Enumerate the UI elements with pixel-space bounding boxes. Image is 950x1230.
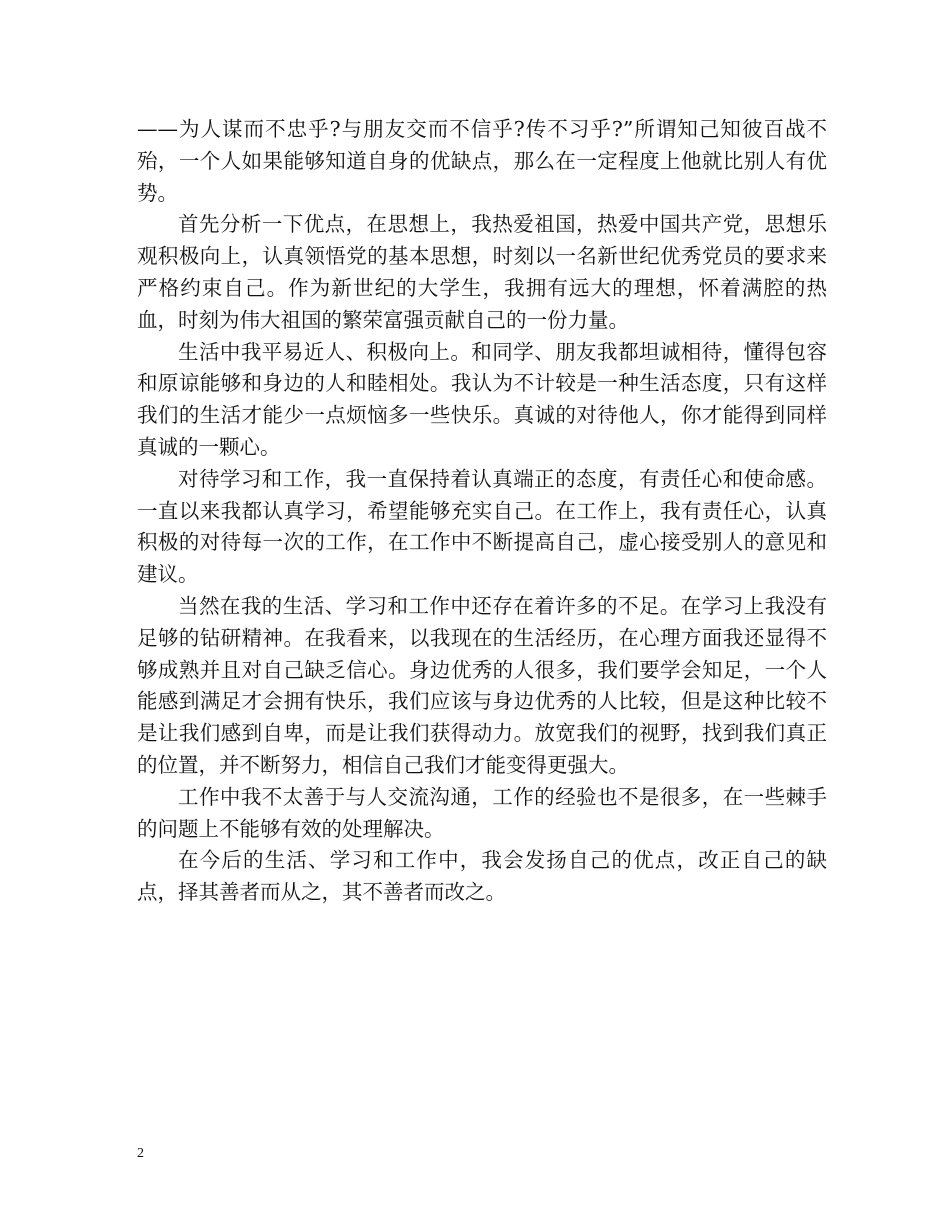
paragraph-6: 工作中我不太善于与人交流沟通，工作的经验也不是很多，在一些棘手的问题上不能够有效的处理解决。 <box>137 784 827 841</box>
paragraph-2: 首先分析一下优点，在思想上，我热爱祖国，热爱中国共产党，思想乐观积极向上，认真领悟党的基本思想，时刻以一名新世纪优秀党员的要求来严格约束自己。作为新世纪的大学生，我拥有远大的理想，怀着满腔的热血，时刻为伟大祖国的繁荣富强贡献自己的一份力量。 <box>137 212 827 332</box>
paragraph-4: 对待学习和工作，我一直保持着认真端正的态度，有责任心和使命感。一直以来我都认真学习，希望能够充实自己。在工作上，我有责任心，认真积极的对待每一次的工作，在工作中不断提高自己，虚心接受别人的意见和建议。 <box>137 466 827 587</box>
paragraph-1: ——为人谋而不忠乎?与朋友交而不信乎?传不习乎?”所谓知己知彼百战不殆，一个人如果能够知道自身的优缺点，那么在一定程度上他就比别人有优势。 <box>137 117 827 205</box>
page-number: 2 <box>137 1146 144 1161</box>
paragraph-7: 在今后的生活、学习和工作中，我会发扬自己的优点，改正自己的缺点，择其善者而从之，其不善者而改之。 <box>137 848 827 905</box>
paragraph-5: 当然在我的生活、学习和工作中还存在着许多的不足。在学习上我没有足够的钻研精神。在我看来，以我现在的生活经历，在心理方面我还显得不够成熟并且对自己缺乏信心。身边优秀的人很多，我们要学会知足，一个人能感到满足才会拥有快乐，我们应该与身边优秀的人比较，但是这种比较不是让我们感到自卑，而是让我们获得动力。放宽我们的视野，找到我们真正的位置，并不断努力，相信自己我们才能变得更强大。 <box>137 593 827 777</box>
paragraph-3: 生活中我平易近人、积极向上。和同学、朋友我都坦诚相待，懂得包容和原谅能够和身边的人和睦相处。我认为不计较是一种生活态度，只有这样我们的生活才能少一点烦恼多一些快乐。真诚的对待他人，你才能得到同样真诚的一颗心。 <box>137 339 827 459</box>
body-text <box>137 114 827 909</box>
